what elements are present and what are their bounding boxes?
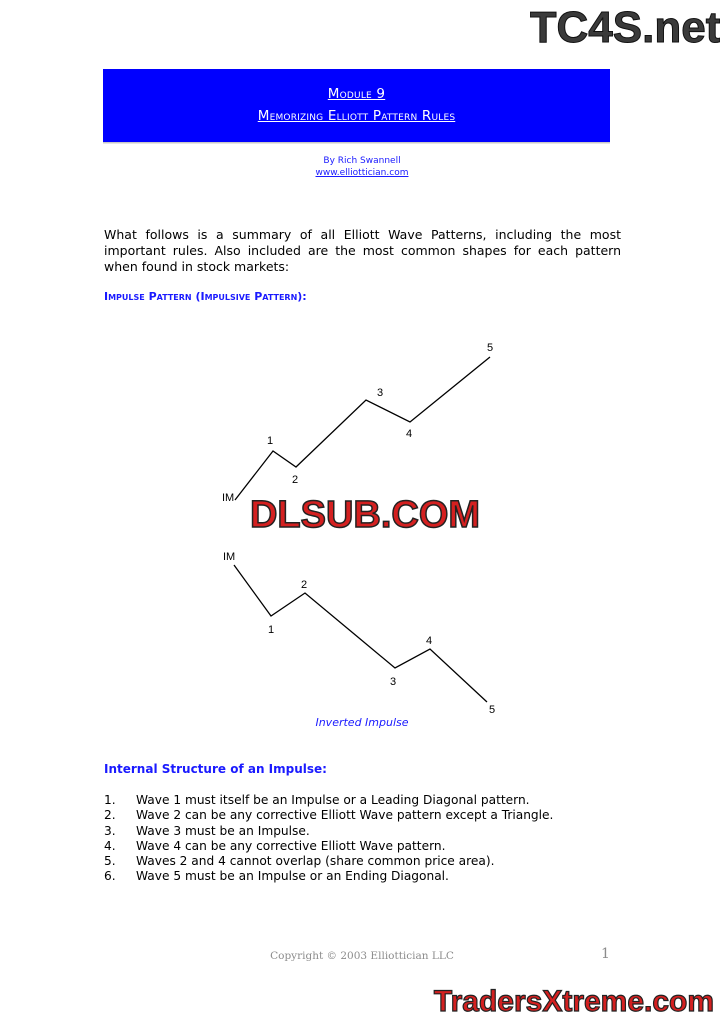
inverted-label-4: 4 [426,635,433,647]
copyright-footer: Copyright © 2003 Elliottician LLC [270,950,454,962]
impulse-label-1: 1 [267,435,274,447]
list-item: 4. Wave 4 can be any corrective Elliott Wave pattern. [104,838,446,853]
impulse-label-4: 4 [406,428,413,440]
impulse-label-2: 2 [292,474,299,486]
author-url-link[interactable]: www.elliottician.com [315,168,409,178]
impulse-start-label: IM [222,492,235,504]
inverted-label-1: 1 [268,624,275,636]
inverted-impulse-caption: Inverted Impulse [315,716,409,729]
list-item: 1. Wave 1 must itself be an Impulse or a Leading Diagonal pattern. [104,793,530,807]
module-title: Memorizing Elliott Pattern Rules [257,108,456,124]
tradersxtreme-watermark [428,980,720,1020]
inverted-label-5: 5 [489,704,496,716]
list-item: 6. Wave 5 must be an Impulse or an Ending Diagonal. [104,869,449,884]
page-number: 1 [601,946,610,962]
svg-text:TradersXtreme.com: TradersXtreme.com [433,985,715,1018]
list-item: 3. Wave 3 must be an Impulse. [104,823,310,838]
impulse-label-3: 3 [377,387,384,399]
impulse-label-5: 5 [487,342,494,354]
dlsub-watermark [215,489,515,537]
svg-text:TC4S.net: TC4S.net [530,3,720,50]
impulse-section-heading: Impulse Pattern (Impulsive Pattern): [104,290,307,303]
list-item: 2. Wave 2 can be any corrective Elliott Wave pattern except a Triangle. [104,808,554,823]
inverted-label-2: 2 [301,579,308,591]
svg-text:DLSUB.COM: DLSUB.COM [249,494,481,536]
intro-paragraph: What follows is a summary of all Elliott Wave Patterns, including the most important rules. Also included are the most common shapes for each pattern when found in stock markets: [104,227,621,274]
impulse-wave-line [235,357,490,500]
inverted-start-label: IM [223,551,236,563]
inverted-label-3: 3 [390,676,397,688]
internal-structure-heading: Internal Structure of an Impulse: [104,762,327,776]
impulse-rules-list [104,793,604,885]
author-byline: By Rich Swannell [323,156,401,166]
module-number: Module 9 [327,86,386,102]
list-item: 5. Waves 2 and 4 cannot overlap (share common price area). [104,854,495,869]
